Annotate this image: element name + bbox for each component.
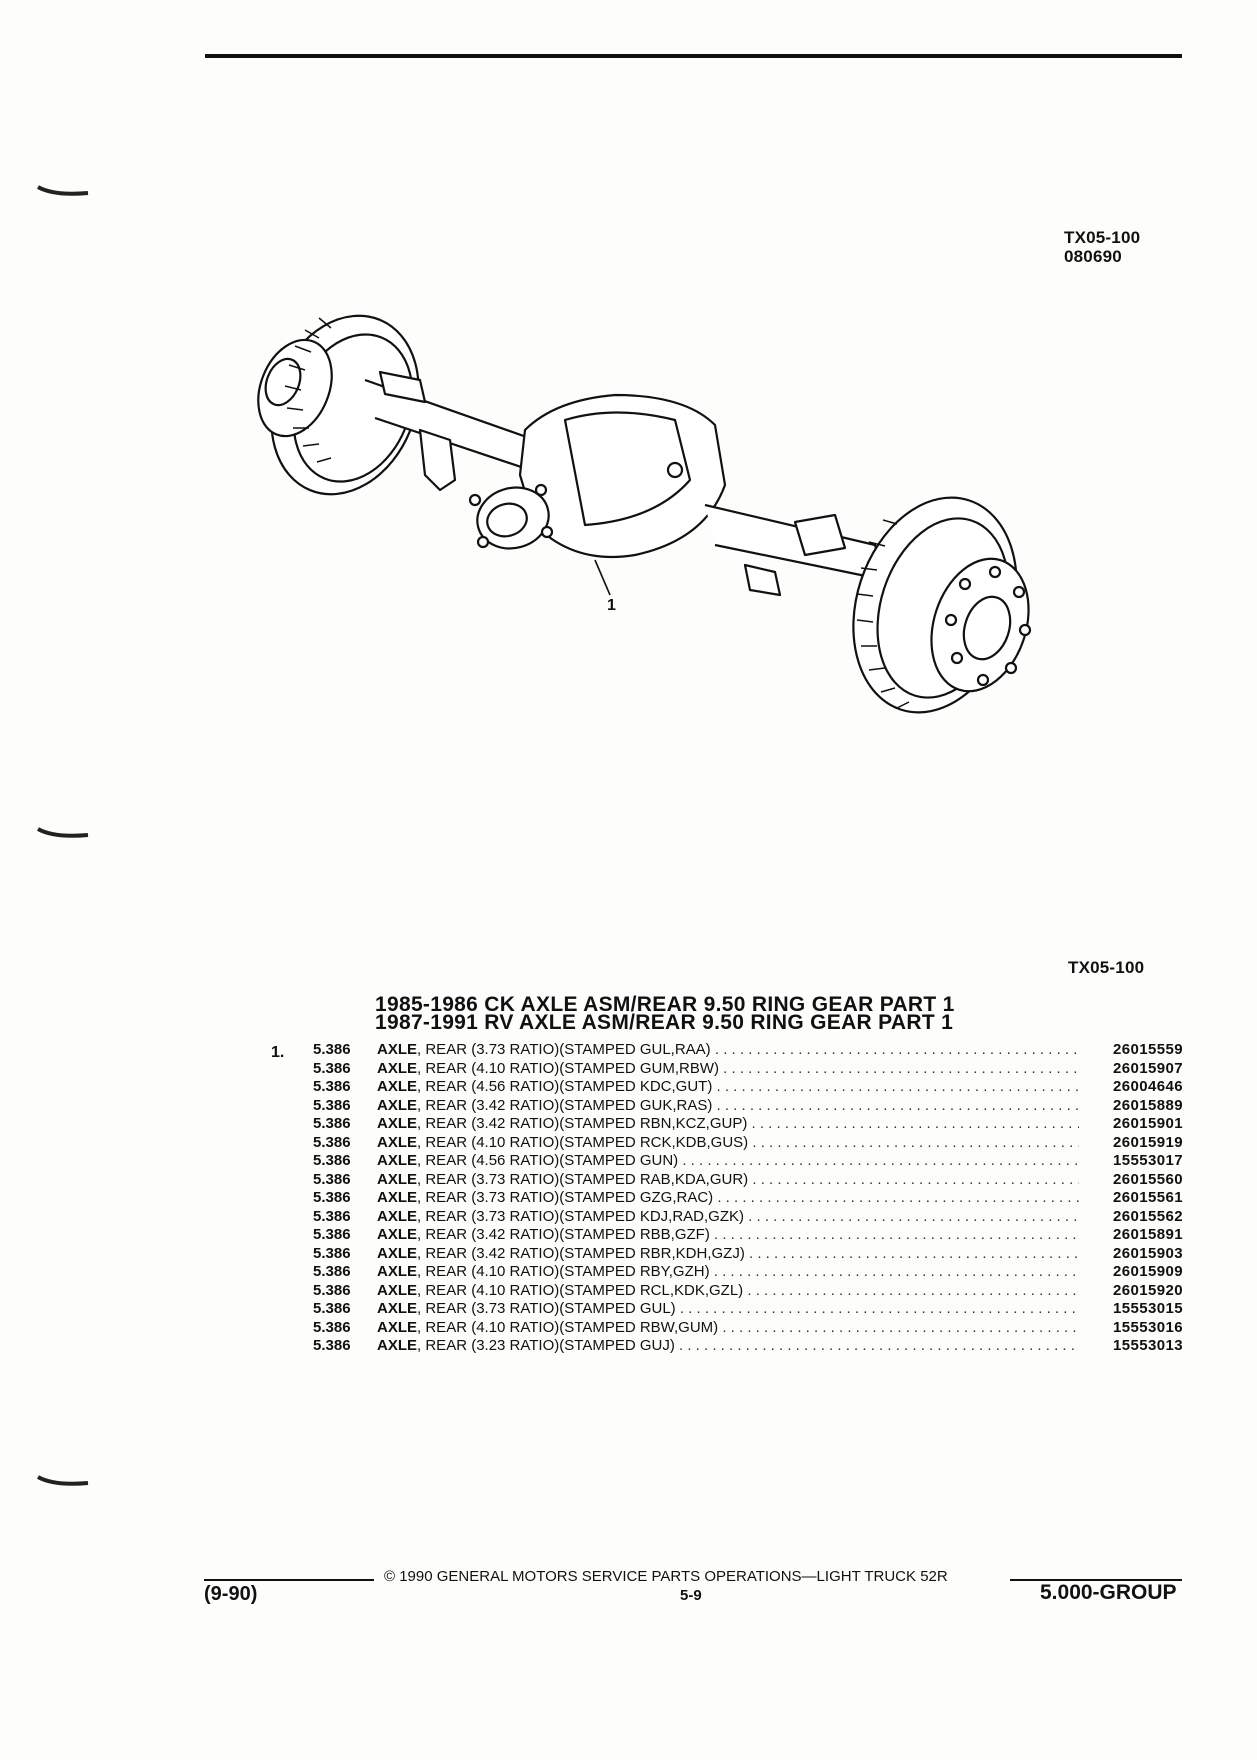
part-quantity: 5.386 [313,1189,351,1206]
part-name: AXLE [377,1281,418,1299]
table-row [313,1060,1183,1079]
part-description: , REAR (3.73 RATIO)(STAMPED GZG,RAC) . . . [417,1189,1079,1208]
table-row [313,1226,1183,1245]
part-description: , REAR (3.23 RATIO)(STAMPED GUJ) . . . [417,1337,1079,1356]
table-row [313,1115,1183,1134]
part-name: AXLE [377,1152,418,1169]
part-description: , REAR (3.73 RATIO)(STAMPED RAB,KDA,GUR) . . . [417,1171,1079,1190]
binder-hole-mark [36,826,90,840]
part-quantity: 5.386 [313,1152,351,1169]
part-quantity: 5.386 [313,1281,351,1299]
footer-group-label: 5.000-GROUP [1040,1581,1177,1604]
part-description: , REAR (4.10 RATIO)(STAMPED RCK,KDB,GUS) . . . [417,1134,1079,1153]
part-quantity: 5.386 [313,1115,351,1132]
part-number: 15553015 [1113,1300,1183,1317]
table-row [313,1263,1183,1282]
part-quantity: 5.386 [313,1078,351,1095]
part-description: , REAR (3.73 RATIO)(STAMPED GUL) . . . [417,1300,1079,1319]
callout-leader [595,560,610,595]
part-name: AXLE [377,1207,418,1225]
part-description: , REAR (3.73 RATIO)(STAMPED KDJ,RAD,GZK) . . . [417,1208,1079,1227]
table-row [313,1319,1183,1338]
footer-rule-left [204,1579,374,1581]
binder-hole-mark [36,184,90,198]
part-description: , REAR (4.56 RATIO)(STAMPED KDC,GUT) . . . [417,1078,1079,1097]
table-row [313,1152,1183,1171]
illustration-date: 080690 [1064,247,1122,266]
part-name: AXLE [377,1059,418,1077]
table-row [313,1097,1183,1116]
part-number: 26015560 [1113,1170,1183,1188]
part-quantity: 5.386 [313,1170,351,1188]
illustration-code: TX05-100 [1064,228,1141,247]
part-name: AXLE [377,1115,418,1132]
right-brake-drum [827,476,1045,733]
right-axle-tube [705,505,885,580]
part-quantity: 5.386 [313,1337,351,1354]
part-number: 15553017 [1113,1152,1183,1169]
part-number: 26015919 [1113,1133,1183,1151]
table-row [313,1134,1183,1153]
page-number: 5-9 [680,1587,702,1604]
part-number: 26015903 [1113,1244,1183,1262]
part-name: AXLE [377,1337,418,1354]
table-row [313,1189,1183,1208]
part-name: AXLE [377,1041,418,1058]
part-name: AXLE [377,1244,418,1262]
part-number: 15553013 [1113,1337,1183,1354]
footer-copyright: © 1990 GENERAL MOTORS SERVICE PARTS OPERATIONS—LIGHT TRUCK 52R [384,1568,948,1585]
table-row [313,1208,1183,1227]
top-rule [205,54,1182,58]
table-row [313,1300,1183,1319]
footer-revision-date: (9-90) [204,1583,258,1605]
part-quantity: 5.386 [313,1041,351,1058]
parts-list [313,1041,1183,1356]
part-quantity: 5.386 [313,1207,351,1225]
part-description: , REAR (3.42 RATIO)(STAMPED RBB,GZF) . . . [417,1226,1079,1245]
part-number: 26015901 [1113,1115,1183,1132]
part-description: , REAR (4.56 RATIO)(STAMPED GUN) . . . [417,1152,1079,1171]
part-number: 26015562 [1113,1207,1183,1225]
part-quantity: 5.386 [313,1226,351,1243]
table-row [313,1041,1183,1060]
part-quantity: 5.386 [313,1059,351,1077]
part-quantity: 5.386 [313,1133,351,1151]
table-illustration-code: TX05-100 [1068,958,1145,977]
part-quantity: 5.386 [313,1096,351,1114]
part-description: , REAR (3.42 RATIO)(STAMPED RBN,KCZ,GUP) . . . [417,1115,1079,1134]
part-name: AXLE [377,1096,418,1114]
table-row [313,1171,1183,1190]
part-quantity: 5.386 [313,1318,351,1336]
table-row [313,1245,1183,1264]
part-description: , REAR (3.73 RATIO)(STAMPED GUL,RAA) . . . [417,1041,1079,1060]
part-quantity: 5.386 [313,1263,351,1280]
part-name: AXLE [377,1078,418,1095]
part-number: 26015920 [1113,1281,1183,1299]
part-name: AXLE [377,1263,418,1280]
part-description: , REAR (3.42 RATIO)(STAMPED RBR,KDH,GZJ) . . . [417,1245,1079,1264]
part-number: 26015559 [1113,1041,1183,1058]
rear-axle-diagram [235,310,1155,790]
part-description: , REAR (4.10 RATIO)(STAMPED RBY,GZH) . . . [417,1263,1079,1282]
part-number: 26015907 [1113,1059,1183,1077]
part-quantity: 5.386 [313,1244,351,1262]
part-description: , REAR (4.10 RATIO)(STAMPED RBW,GUM) . . . [417,1319,1079,1338]
part-number: 26015889 [1113,1096,1183,1114]
table-row [313,1282,1183,1301]
part-description: , REAR (4.10 RATIO)(STAMPED RCL,KDK,GZL) . . . [417,1282,1079,1301]
part-name: AXLE [377,1189,418,1206]
table-row [313,1078,1183,1097]
part-description: , REAR (3.42 RATIO)(STAMPED GUK,RAS) . . . [417,1097,1079,1116]
pinion-flange [470,480,556,557]
part-quantity: 5.386 [313,1300,351,1317]
part-name: AXLE [377,1170,418,1188]
part-name: AXLE [377,1300,418,1317]
part-name: AXLE [377,1226,418,1243]
part-number: 26015909 [1113,1263,1183,1280]
part-number: 26015561 [1113,1189,1183,1206]
part-description: , REAR (4.10 RATIO)(STAMPED GUM,RBW) . . . [417,1060,1079,1079]
part-number: 26004646 [1113,1078,1183,1095]
part-number: 26015891 [1113,1226,1183,1243]
binder-hole-mark [36,1474,90,1488]
table-row [313,1337,1183,1356]
section-title-line-2: 1987-1991 RV AXLE ASM/REAR 9.50 RING GEAR PART 1 [375,1011,954,1034]
section-title-line-1: 1985-1986 CK AXLE ASM/REAR 9.50 RING GEAR PART 1 [375,993,955,1016]
part-name: AXLE [377,1318,418,1336]
part-name: AXLE [377,1133,418,1151]
callout-number: 1 [607,597,616,614]
item-number: 1. [271,1044,285,1061]
part-number: 15553016 [1113,1318,1183,1336]
